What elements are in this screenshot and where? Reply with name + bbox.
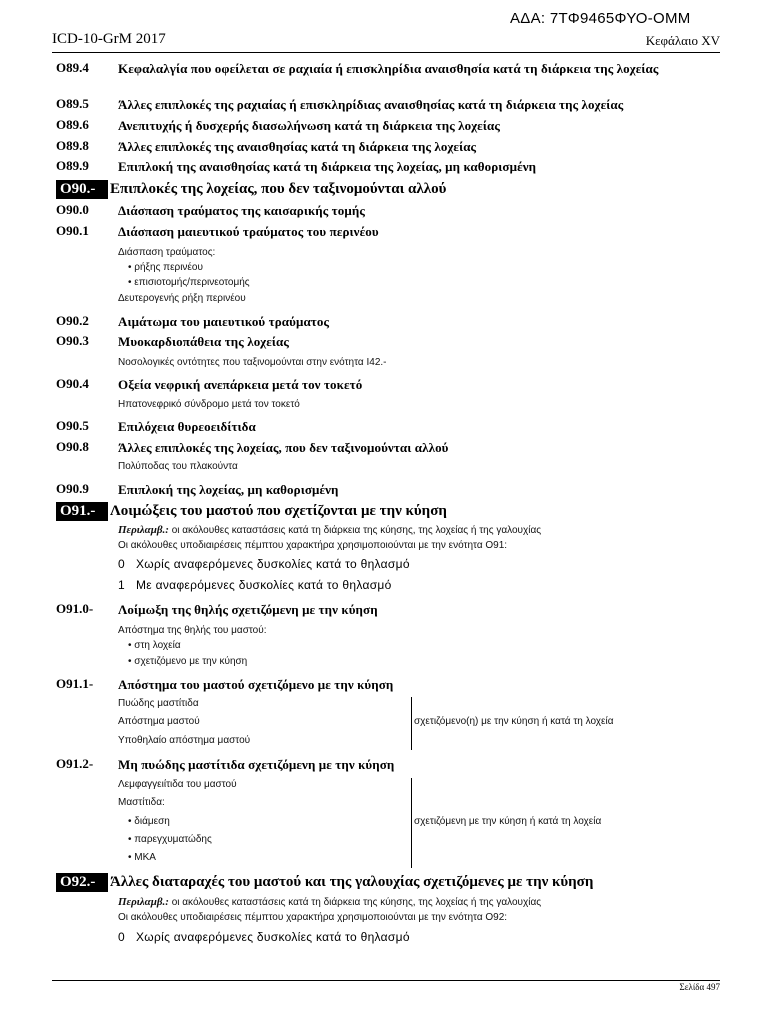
- entry-o89-8: [56, 138, 720, 155]
- bracket-text: σχετιζόμενο(η) με την κύηση ή κατά τη λοχεία: [414, 716, 614, 727]
- note-line: Οι ακόλουθες υποδιαιρέσεις πέμπτου χαρακτήρα χρησιμοποιούνται με την ενότητα O91:: [118, 540, 508, 551]
- note-line: Ηπατονεφρικό σύνδρομο μετά τον τοκετό: [118, 399, 300, 410]
- subcode-text: Χωρίς αναφερόμενες δυσκολίες κατά το θηλασμό: [136, 930, 410, 944]
- entry-code: O90.5: [56, 418, 89, 433]
- subcode-number: 0: [118, 930, 125, 944]
- entry-code: O90.9: [56, 481, 89, 496]
- entry-code: O91.1-: [56, 676, 94, 691]
- entry-title: Λοίμωξη της θηλής σχετιζόμενη με την κύηση: [118, 602, 378, 617]
- entry-title: Μη πυώδης μαστίτιδα σχετιζόμενη με την κύηση: [118, 757, 395, 772]
- note-line: Μαστίτιδα:: [118, 797, 165, 808]
- entry-o89-6: [56, 117, 720, 134]
- inclusion-note: [118, 896, 541, 908]
- entry-title: Άλλες επιπλοκές της λοχείας, που δεν ταξινομούνται αλλού: [118, 440, 449, 455]
- entry-o91-1: [56, 676, 720, 693]
- entry-title: Ανεπιτυχής ή δυσχερής διασωλήνωση κατά τη διάρκεια της λοχείας: [118, 118, 500, 133]
- entry-o90-9: [56, 481, 720, 498]
- chapter-title: Λοιμώξεις του μαστού που σχετίζονται με την κύηση: [110, 503, 447, 519]
- subcode-0: [118, 557, 410, 571]
- header-title: ICD-10-GrM 2017: [52, 31, 166, 47]
- note-line: Δευτερογενής ρήξη περινέου: [118, 293, 246, 304]
- chapter-code: O92.-: [56, 873, 108, 892]
- page-number: Σελίδα 497: [679, 982, 720, 992]
- chapter-title: Επιπλοκές της λοχείας, που δεν ταξινομούνται αλλού: [110, 181, 447, 197]
- entry-title: Επιπλοκή της αναισθησίας κατά τη διάρκεια της λοχείας, μη καθορισμένη: [118, 159, 537, 174]
- inclusion-note: [118, 524, 541, 536]
- note-line: Λεμφαγγειίτιδα του μαστού: [118, 779, 237, 790]
- entry-title: Άλλες επιπλοκές της αναισθησίας κατά τη διάρκεια της λοχείας: [118, 139, 477, 154]
- entry-o90-0: [56, 202, 720, 219]
- note-bullet: • στη λοχεία: [128, 640, 181, 651]
- entry-o90-3: [56, 333, 720, 350]
- subcode-text: Με αναφερόμενες δυσκολίες κατά το θηλασμό: [136, 578, 392, 592]
- ada-code: ΑΔΑ: 7ΤΦ9465ΦΥΟ-ΟΜΜ: [510, 10, 691, 27]
- entry-title: Οξεία νεφρική ανεπάρκεια μετά τον τοκετό: [118, 377, 363, 392]
- entry-code: O89.4: [56, 60, 89, 75]
- note-bullet: • επισιοτομής/περινεοτομής: [128, 277, 250, 288]
- note-bullet: • παρεγχυματώδης: [128, 834, 212, 845]
- inclusion-label: Περιλαμβ.:: [118, 896, 169, 908]
- note-line: Νοσολογικές οντότητες που ταξινομούνται στην ενότητα I42.-: [118, 357, 387, 368]
- entry-code: O90.4: [56, 376, 89, 391]
- entry-title: Διάσπαση μαιευτικού τραύματος του περινέου: [118, 224, 379, 239]
- entry-title: Διάσπαση τραύματος της καισαρικής τομής: [118, 203, 365, 218]
- chapter-code: O91.-: [56, 502, 108, 521]
- entry-title: Επιλόχεια θυρεοειδίτιδα: [118, 419, 256, 434]
- note-line: Διάσπαση τραύματος:: [118, 247, 216, 258]
- note-bullet: • ΜΚΑ: [128, 852, 156, 863]
- note-line: Υποθηλαίο απόστημα μαστού: [118, 735, 251, 746]
- subcode-1: [118, 578, 392, 592]
- subcode-number: 0: [118, 557, 125, 571]
- entry-code: O90.8: [56, 439, 89, 454]
- entry-o89-5: [56, 96, 720, 113]
- entry-code: O91.2-: [56, 756, 94, 771]
- note-line: Απόστημα μαστού: [118, 716, 200, 727]
- note-line: Πυώδης μαστίτιδα: [118, 698, 199, 709]
- chapter-o90: [56, 180, 446, 199]
- note-line: Πολύποδας του πλακούντα: [118, 461, 238, 472]
- chapter-title: Άλλες διαταραχές του μαστού και της γαλουχίας σχετιζόμενες με την κύηση: [110, 874, 594, 890]
- entry-title: Επιπλοκή της λοχείας, μη καθορισμένη: [118, 482, 339, 497]
- entry-code: O90.0: [56, 202, 89, 217]
- subcode-number: 1: [118, 578, 125, 592]
- entry-title: Μυοκαρδιοπάθεια της λοχείας: [118, 334, 289, 349]
- note-bullet: • διάμεση: [128, 816, 170, 827]
- bracket-text: σχετιζόμενη με την κύηση ή κατά τη λοχεία: [414, 816, 602, 827]
- entry-code: O90.1: [56, 223, 89, 238]
- entry-code: O89.6: [56, 117, 89, 132]
- entry-code: O90.2: [56, 313, 89, 328]
- entry-title: Κεφαλαλγία που οφείλεται σε ραχιαία ή επισκληρίδια αναισθησία κατά τη διάρκεια της λοχείας: [118, 61, 659, 76]
- chapter-o92: [56, 873, 593, 892]
- entry-code: O90.3: [56, 333, 89, 348]
- entry-code: O89.9: [56, 158, 89, 173]
- note-bullet: • σχετιζόμενο με την κύηση: [128, 656, 247, 667]
- entry-o90-2: [56, 313, 720, 330]
- header-chapter: Κεφάλαιο XV: [645, 33, 720, 48]
- chapter-o91: [56, 502, 447, 521]
- footer-divider: [52, 980, 720, 981]
- subcode-0: [118, 930, 410, 944]
- note-line: Απόστημα της θηλής του μαστού:: [118, 625, 267, 636]
- note-line: Οι ακόλουθες υποδιαιρέσεις πέμπτου χαρακτήρα χρησιμοποιούνται με την ενότητα O92:: [118, 912, 508, 923]
- note-bullet: • ρήξης περινέου: [128, 262, 203, 273]
- entry-o91-2: [56, 756, 720, 773]
- inclusion-text: οι ακόλουθες καταστάσεις κατά τη διάρκεια της κύησης, της λοχείας ή της γαλουχίας: [171, 897, 542, 908]
- bracket-bar: [411, 778, 412, 868]
- entry-o90-4: [56, 376, 720, 393]
- entry-title: Άλλες επιπλοκές της ραχιαίας ή επισκληρίδιας αναισθησίας κατά τη διάρκεια της λοχείας: [118, 97, 624, 112]
- subcode-text: Χωρίς αναφερόμενες δυσκολίες κατά το θηλασμό: [136, 557, 410, 571]
- header-divider: [52, 52, 720, 53]
- entry-o90-8: [56, 439, 720, 456]
- entry-code: O89.5: [56, 96, 89, 111]
- entry-o89-4: [56, 60, 720, 77]
- entry-o90-1: [56, 223, 720, 240]
- entry-o90-5: [56, 418, 720, 435]
- entry-title: Αιμάτωμα του μαιευτικού τραύματος: [118, 314, 330, 329]
- inclusion-label: Περιλαμβ.:: [118, 524, 169, 536]
- chapter-code: O90.-: [56, 180, 108, 199]
- entry-title: Απόστημα του μαστού σχετιζόμενο με την κύηση: [118, 677, 394, 692]
- entry-code: O89.8: [56, 138, 89, 153]
- entry-o89-9: [56, 158, 720, 175]
- entry-code: O91.0-: [56, 601, 94, 616]
- entry-o91-0: [56, 601, 720, 618]
- bracket-bar: [411, 697, 412, 750]
- inclusion-text: οι ακόλουθες καταστάσεις κατά τη διάρκεια της κύησης, της λοχείας ή της γαλουχίας: [171, 525, 542, 536]
